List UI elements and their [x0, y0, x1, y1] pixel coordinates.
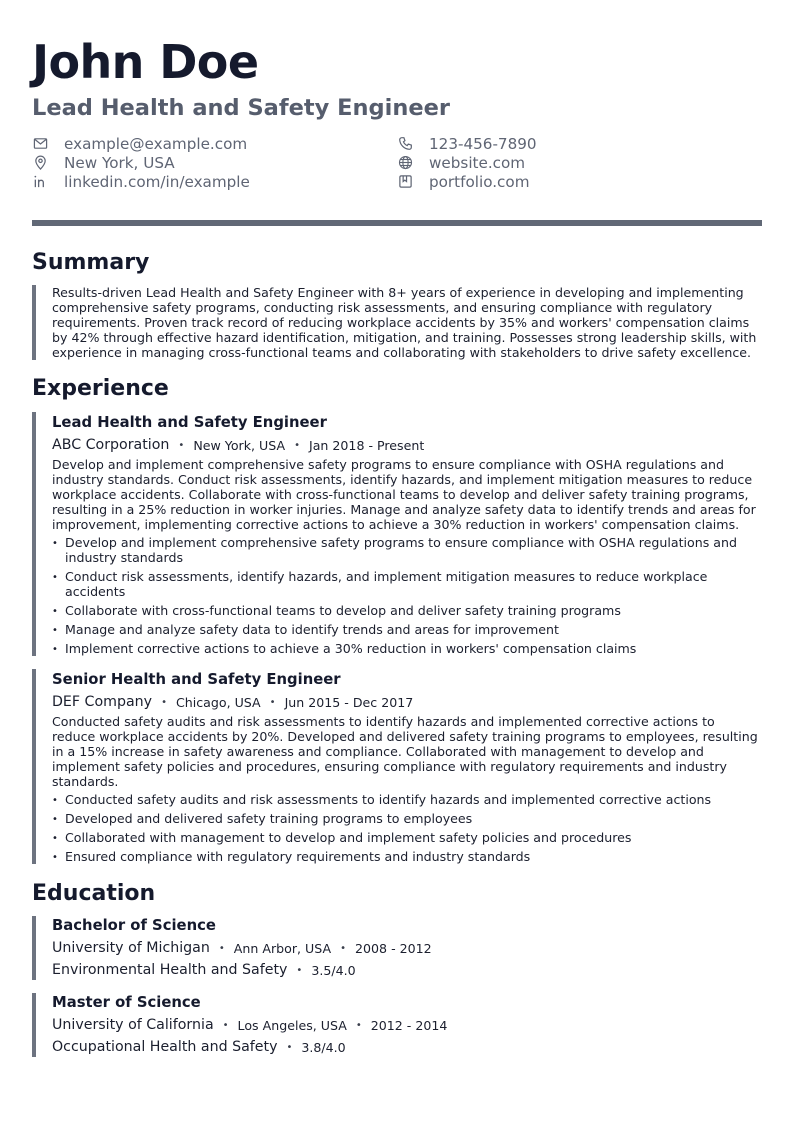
contact-info: [32, 134, 762, 198]
degree-title: Bachelor of Science: [52, 917, 216, 934]
summary-text: Results-driven Lead Health and Safety Engineer with 8+ years of experience in developing and implementing comprehensive safety programs, conducting risk assessments, and ensuring compliance with regulatory requirements. Proven track record of reducing workplace accidents by 35% and workers' compensation claims by 42% through effective hazard identification, mitigation, and training. Possesses strong leadership skills, with experience in managing cross-functional teams and collaborating with stakeholders to drive safety excellence.: [32, 285, 762, 360]
education-meta: [52, 1016, 762, 1035]
contact-linkedin-text: linkedin.com/in/example: [64, 172, 250, 191]
education-meta: [52, 939, 762, 958]
experience-heading: Experience: [32, 376, 169, 401]
mail-icon: [32, 136, 48, 152]
education-dates: 2012 - 2014: [370, 1018, 448, 1033]
resume-page: [32, 34, 762, 1057]
separator-dot: •: [296, 965, 303, 976]
field-of-study: Environmental Health and Safety: [52, 962, 288, 978]
job-headline: Lead Health and Safety Engineer: [32, 95, 450, 121]
field-of-study: Occupational Health and Safety: [52, 1039, 278, 1055]
education-heading: Education: [32, 881, 156, 906]
separator-dot: •: [340, 943, 347, 954]
person-name: John Doe: [32, 35, 259, 89]
list-item: • Conduct risk assessments, identify hazards, and implement mitigation measures to reduce workplace accidents: [52, 569, 762, 599]
globe-icon: [397, 155, 413, 171]
job-bullets: [52, 792, 762, 864]
contact-location: [32, 153, 175, 172]
job-description: Develop and implement comprehensive safety programs to ensure compliance with OSHA regulations and industry standards. Conduct risk assessments, identify hazards, and implement mitigation measures to reduce workplace accidents. Collaborate with cross-functional teams to develop and deliver safety training programs, resulting in a 25% reduction in worker injuries. Manage and analyze safety data to identify trends and areas for improvement, implementing corrective actions to achieve a 30% reduction in workers' compensation claims.: [52, 457, 756, 532]
list-item: • Developed and delivered safety training programs to employees: [52, 811, 762, 826]
education-entry: [32, 993, 762, 1057]
school-location: Ann Arbor, USA: [233, 941, 332, 956]
contact-website[interactable]: [397, 153, 525, 172]
job-location: New York, USA: [193, 438, 286, 453]
contact-linkedin[interactable]: [32, 172, 250, 191]
separator-dot: •: [269, 697, 276, 708]
header-divider: [32, 220, 762, 226]
experience-entry: [32, 669, 762, 864]
contact-phone-text: 123-456-7890: [429, 134, 537, 153]
list-item: • Ensured compliance with regulatory requirements and industry standards: [52, 849, 762, 864]
experience-entry: [32, 412, 762, 656]
job-dates: Jan 2018 - Present: [308, 438, 425, 453]
job-title: Senior Health and Safety Engineer: [52, 671, 341, 688]
list-item: • Manage and analyze safety data to identify trends and areas for improvement: [52, 622, 762, 637]
job-bullets: [52, 535, 762, 656]
job-meta: [52, 436, 762, 455]
contact-portfolio-text: portfolio.com: [429, 172, 530, 191]
separator-dot: •: [218, 943, 225, 954]
separator-dot: •: [161, 697, 167, 708]
contact-portfolio[interactable]: [397, 172, 530, 191]
education-dates: 2008 - 2012: [355, 941, 432, 956]
school-name: University of Michigan: [52, 940, 210, 956]
job-location: Chicago, USA: [175, 695, 261, 710]
contact-phone[interactable]: [397, 134, 537, 153]
separator-dot: •: [294, 440, 300, 451]
job-meta: [52, 693, 762, 712]
separator-dot: •: [178, 440, 185, 451]
summary-heading: Summary: [32, 250, 150, 275]
education-field-meta: [52, 1038, 762, 1057]
contact-email-text: example@example.com: [64, 134, 248, 153]
school-name: University of California: [52, 1017, 214, 1033]
education-field-meta: [52, 961, 762, 980]
school-location: Los Angeles, USA: [237, 1018, 347, 1033]
separator-dot: •: [355, 1020, 362, 1031]
degree-title: Master of Science: [52, 994, 201, 1011]
separator-dot: •: [286, 1042, 293, 1053]
portfolio-icon: [397, 174, 413, 190]
job-title: Lead Health and Safety Engineer: [52, 414, 327, 431]
list-item: • Develop and implement comprehensive safety programs to ensure compliance with OSHA regulations and industry standards: [52, 535, 762, 565]
phone-icon: [397, 136, 413, 152]
list-item: • Implement corrective actions to achieve a 30% reduction in workers' compensation claims: [52, 641, 762, 656]
company-name: DEF Company: [52, 694, 153, 710]
job-dates: Jun 2015 - Dec 2017: [284, 695, 414, 710]
list-item: • Collaborate with cross-functional teams to develop and deliver safety training programs: [52, 603, 762, 618]
list-item: • Conducted safety audits and risk assessments to identify hazards and implemented corrective actions: [52, 792, 762, 807]
linkedin-icon: [32, 174, 48, 190]
location-pin-icon: [32, 155, 48, 171]
gpa: 3.5/4.0: [311, 963, 356, 978]
contact-website-text: website.com: [429, 153, 526, 172]
separator-dot: •: [222, 1020, 229, 1031]
contact-email[interactable]: [32, 134, 247, 153]
list-item: • Collaborated with management to develop and implement safety policies and procedures: [52, 830, 762, 845]
gpa: 3.8/4.0: [301, 1040, 346, 1055]
education-entry: [32, 916, 762, 980]
contact-location-text: New York, USA: [64, 153, 175, 172]
company-name: ABC Corporation: [52, 437, 170, 453]
job-description: Conducted safety audits and risk assessments to identify hazards and implemented corrective actions to reduce workplace accidents by 20%. Developed and delivered safety training programs to employees, resulting in a 15% increase in safety awareness and compliance. Collaborated with management to develop and implement safety policies and procedures, ensuring compliance with regulatory requirements and industry standards.: [52, 714, 758, 789]
